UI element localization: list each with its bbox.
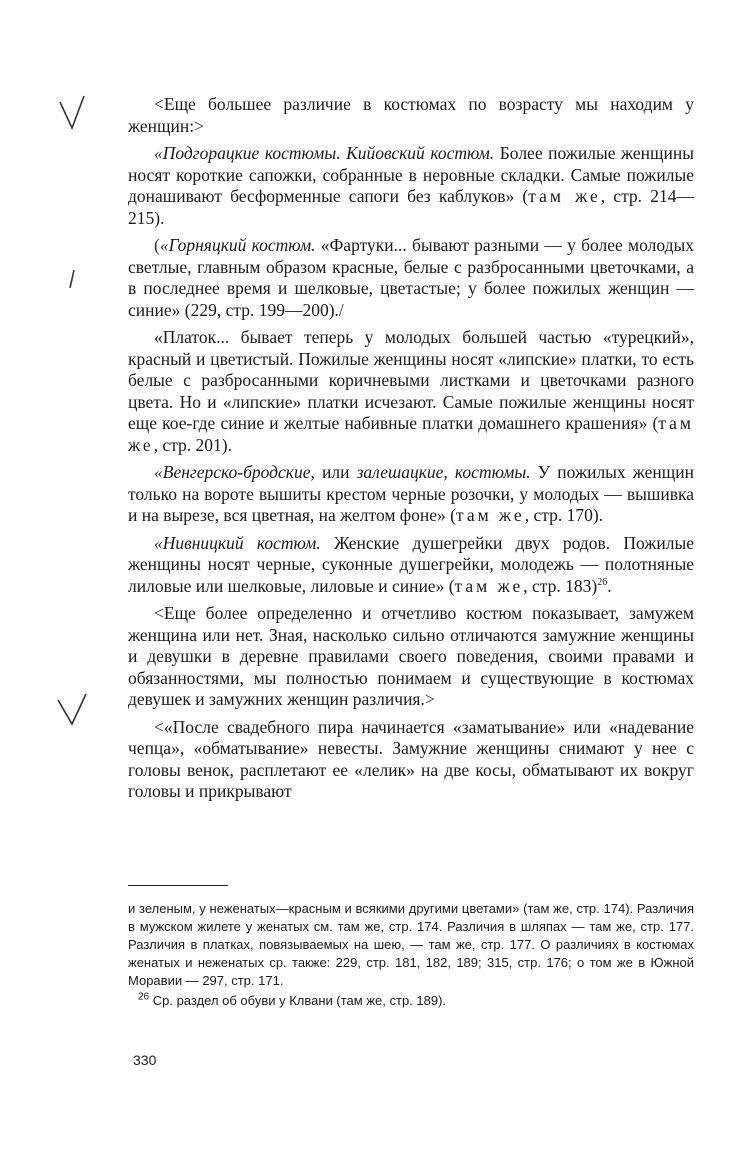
paragraph-text: Женские душегрейки двух родов. Пожилые женщины носят черные, суконные душегрейки, молодежь — полотняные лиловые или шелковые, лиловые и синие» ( bbox=[128, 532, 694, 596]
paragraph-text: Еще более определенно и отчетливо костюм показывает, замужем женщина или нет. Зная, насколько сильно отличаются замужние женщины и девушки в деревне правилами своего поведения, своими правами и обязанностями, мы полностью понимаем и существующие в костюмах девушек и замужних женщин различия. bbox=[128, 603, 694, 709]
close-mark: / bbox=[338, 299, 344, 320]
paragraph-text: или bbox=[314, 462, 357, 482]
citation-ibid: там же bbox=[528, 186, 601, 206]
paragraph-text: «После свадебного пира начинается «заматывание» или «надевание чепца», «обматывание» невесты. Замужние женщины снимают у нее с головы венок, расплетают ее «лелик» на две косы, обматывают их вокруг головы и прикрывают bbox=[128, 716, 694, 801]
section-title-2: залешацкие, костюмы. bbox=[356, 462, 531, 482]
paragraph-text: Еще большее различие в костюмах по возрасту мы находим у женщин: bbox=[128, 94, 694, 136]
paragraph-4 bbox=[128, 327, 694, 456]
footnote-26 bbox=[128, 992, 694, 1010]
open-mark: < bbox=[154, 716, 164, 737]
citation-tail: , стр. 183) bbox=[523, 575, 598, 596]
footnote-divider bbox=[128, 885, 228, 886]
section-title: «Нивницкий костюм. bbox=[154, 532, 321, 553]
open-mark: < bbox=[154, 603, 164, 623]
footnote-number: 26 bbox=[138, 991, 150, 1003]
paragraph-8 bbox=[128, 717, 694, 803]
citation-ibid: там же bbox=[128, 413, 694, 455]
paragraph-3 bbox=[128, 235, 694, 321]
close-mark: > bbox=[194, 115, 204, 136]
paragraph-text: У пожилых женщин только на вороте вышиты крестом черные розочки, у молодых — вышивка и на вырезе, вся цветная, на желтом фоне» ( bbox=[128, 462, 695, 525]
margin-check-mark-2 bbox=[58, 694, 86, 724]
main-text bbox=[128, 94, 694, 809]
punctuation: . bbox=[607, 575, 612, 596]
page-number: 330 bbox=[133, 1052, 157, 1068]
citation-tail: , стр. 214—215). bbox=[128, 186, 694, 228]
citation-ibid: там же bbox=[455, 505, 525, 525]
margin-tick-mark bbox=[70, 270, 74, 288]
section-title: «Подгорацкие костюмы. Кийовский костюм. bbox=[154, 143, 495, 163]
close-mark: > bbox=[424, 689, 435, 709]
footnote-continuation: и зеленым, у неженатых—красным и всякими другими цветами» (там же, стр. 174). Различия в мужском жилете у женатых см. там же, стр. 174. Различия в шляпах — там же, стр. 177. Различия в платках, повязываемых на шею, — там же, стр. 177. О различиях в костюмах женатых и неженатых ср. также: 229, стр. 181, 182, 189; 315, стр. 176; о том же в Южной Моравии — 297, стр. 171. bbox=[128, 901, 694, 988]
footnote-ref: 26 bbox=[597, 576, 608, 588]
paragraph-6 bbox=[128, 533, 694, 598]
paragraph-text: Более пожилые женщины носят короткие сапожки, собранные в неровные складки. Самые пожилые донашивают бесформенные сапоги без каблуков» ( bbox=[128, 143, 694, 206]
paragraph-1 bbox=[128, 94, 694, 137]
paragraph-7 bbox=[128, 603, 694, 711]
footnote-text: Ср. раздел об обуви у Клвани (там же, стр. 189). bbox=[149, 993, 447, 1008]
citation-ibid: там же bbox=[454, 575, 524, 596]
paragraph-5 bbox=[128, 462, 694, 527]
paragraph-2 bbox=[128, 143, 694, 229]
citation-tail: , стр. 170). bbox=[524, 505, 604, 525]
footnotes bbox=[128, 900, 694, 1012]
section-title: «Горняцкий костюм. bbox=[159, 235, 316, 255]
margin-check-mark-1 bbox=[60, 96, 84, 128]
paragraph-text: «Фартуки... бывают разными — у более молодых светлые, главным образом красные, белые с разбросанными цветочками, а в последнее время и шелковые, цветастые; у более пожилых женщин — синие» (229, стр. 199—200). bbox=[128, 235, 694, 320]
paragraph-text: «Платок... бывает теперь у молодых большей частью «турецкий», красный и цветистый. Пожилые женщины носят «липские» платки, то есть белые с разбросанными коричневыми листками и цветочками разного цвета. Но и «липские» платки исчезают. Самые пожилые женщины носят еще кое-где синие и желтые набивные платки домашнего крашения» ( bbox=[128, 327, 694, 433]
open-mark: < bbox=[154, 94, 164, 114]
open-mark: ( bbox=[154, 235, 160, 255]
section-title: «Венгерско-бродские, bbox=[154, 462, 315, 482]
citation-tail: , стр. 201). bbox=[153, 434, 232, 455]
